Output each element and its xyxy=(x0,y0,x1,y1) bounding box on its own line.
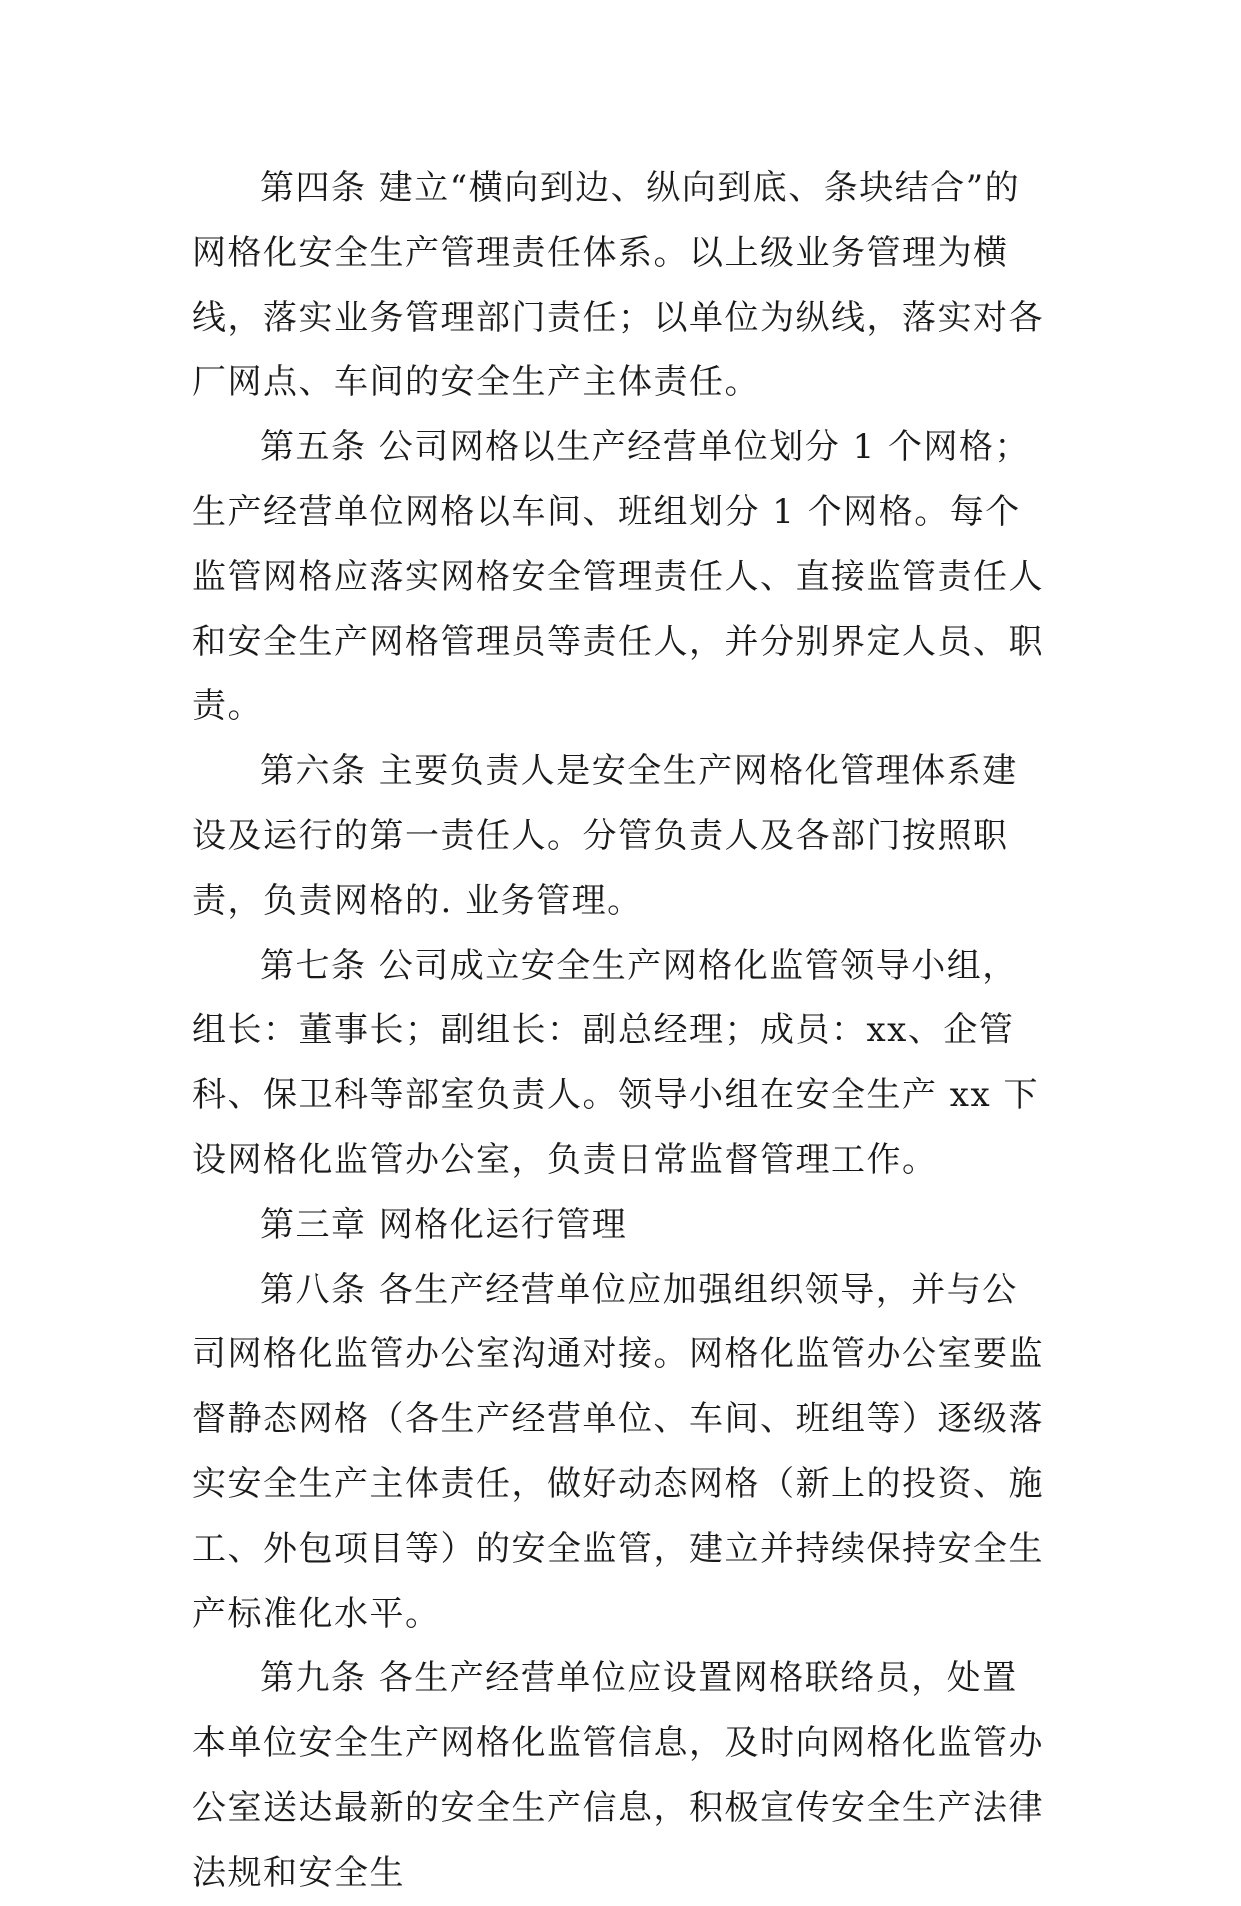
paragraph-article-6: 第六条 主要负责人是安全生产网格化管理体系建设及运行的第一责任人。分管负责人及各部门按照职责，负责网格的. 业务管理。 xyxy=(192,751,1018,921)
paragraph-article-4: 第四条 建立“横向到边、纵向到底、条块结合”的网格化安全生产管理责任体系。以上级业务管理为横线，落实业务管理部门责任；以单位为纵线，落实对各厂网点、车间的安全生产主体责任。 xyxy=(192,168,1044,403)
paragraph-article-9: 第九条 各生产经营单位应设置网格联络员，处置本单位安全生产网格化监管信息，及时向网格化监管办公室送达最新的安全生产信息，积极宣传安全生产法律法规和安全生 xyxy=(192,1658,1044,1893)
paragraph-article-8: 第八条 各生产经营单位应加强组织领导，并与公司网格化监管办公室沟通对接。网格化监管办公室要监督静态网格（各生产经营单位、车间、班组等）逐级落实安全生产主体责任，做好动态网格（新上的投资、施工、外包项目等）的安全监管，建立并持续保持安全生产标准化水平。 xyxy=(192,1269,1044,1634)
paragraph-article-7: 第七条 公司成立安全生产网格化监管领导小组，组长：董事长；副组长：副总经理；成员：xx、企管科、保卫科等部室负责人。领导小组在安全生产 xx 下设网格化监管办公室，负责日常监督管理工作。 xyxy=(192,945,1039,1180)
chapter-heading-3: 第三章 网格化运行管理 xyxy=(260,1204,628,1245)
document-body xyxy=(192,156,1052,1906)
paragraph-article-5: 第五条 公司网格以生产经营单位划分 1 个网格；生产经营单位网格以车间、班组划分 1 个网格。每个监管网格应落实网格安全管理责任人、直接监管责任人和安全生产网格管理员等责任人，并分别界定人员、职责。 xyxy=(192,427,1044,727)
